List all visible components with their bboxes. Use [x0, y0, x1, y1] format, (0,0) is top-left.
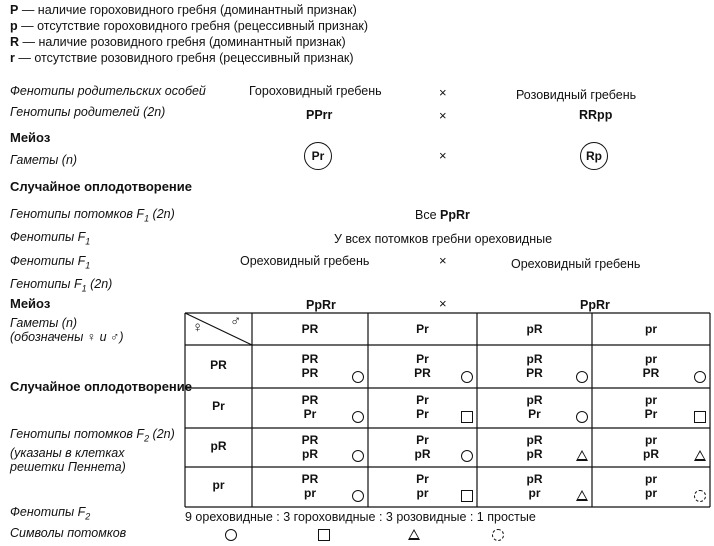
cross-symbol: ×: [439, 85, 447, 100]
f1-phenotype-right: Ореховидный гребень: [511, 257, 641, 271]
punnett-cell-genotype: Pr pr: [416, 472, 429, 500]
gametes-label-2: Гаметы (n) (обозначены ♀ и ♂): [10, 316, 124, 344]
punnett-cell-genotype: PR pR: [301, 432, 319, 461]
parent-phenotype-right: Розовидный гребень: [516, 88, 637, 102]
meiosis-heading: Мейоз: [10, 130, 51, 145]
punnett-cell-genotype: pr pR: [643, 432, 659, 461]
punnett-cell-genotype: pR Pr: [526, 393, 543, 421]
parent-genotype-right: RRpp: [579, 108, 613, 122]
phenotype-symbol-circle: [352, 490, 364, 502]
legend-item-r: r — отсутствие розовидного гребня (рецессивный признак): [10, 51, 354, 65]
phenotype-symbol-dotted: [694, 490, 706, 502]
parent-genotype-label: Генотипы родителей (2n): [10, 105, 166, 119]
f1-genotype-value: Все PpRr: [415, 208, 470, 222]
legend-item-R: R — наличие розовидного гребня (доминантный признак): [10, 35, 346, 49]
f1-phenotype-left: Ореховидный гребень: [240, 254, 370, 268]
cross-symbol: ×: [439, 108, 447, 123]
parent-phenotype-label: Фенотипы родительских особей: [10, 84, 206, 98]
phenotype-symbol-circle: [461, 450, 473, 462]
punnett-row-header: PR: [210, 357, 227, 372]
punnett-cell-genotype: pR PR: [526, 351, 543, 380]
offspring-symbols-label: Символы потомков: [10, 526, 127, 540]
f1-phenotype-label-2: Фенотипы $F_1$: [10, 254, 91, 271]
f2-phenotype-label: Фенотипы $F_2$: [10, 505, 91, 522]
phenotype-symbol-dotted: [492, 529, 504, 541]
punnett-col-header: Pr: [416, 322, 429, 336]
male-symbol: ♂: [230, 313, 242, 330]
gamete-circle-right: Rp: [580, 142, 608, 170]
f1-parent-genotype-left: PpRr: [306, 298, 336, 312]
parent-genotype-left: PPrr: [306, 108, 333, 122]
cross-symbol: ×: [439, 148, 447, 163]
phenotype-symbol-triangle: [576, 490, 588, 501]
fertilization-heading: Случайное оплодотворение: [10, 179, 192, 194]
phenotype-symbol-circle: [576, 371, 588, 383]
parent-phenotype-left: Гороховидный гребень: [249, 84, 382, 98]
phenotype-symbol-triangle: [694, 450, 706, 461]
punnett-cell-genotype: Pr PR: [414, 351, 431, 380]
punnett-col-header: pr: [645, 322, 657, 336]
punnett-cell-genotype: PR Pr: [301, 393, 319, 421]
phenotype-symbol-square: [694, 411, 706, 423]
phenotype-symbol-triangle: [408, 529, 420, 540]
cross-symbol: ×: [439, 253, 447, 268]
punnett-cell-genotype: Pr pR: [414, 432, 431, 461]
punnett-cell-genotype: PR PR: [301, 351, 319, 380]
punnett-row-header: pR: [210, 438, 227, 453]
punnett-cell-genotype: PR pr: [301, 472, 319, 500]
f1-phenotype-value: У всех потомков гребни ореховидные: [334, 232, 553, 246]
f2-phenotype-ratio: 9 ореховидные : 3 гороховидные : 3 розовидные : 1 простые: [185, 510, 536, 524]
phenotype-symbol-circle: [352, 450, 364, 462]
punnett-cell-genotype: pr PR: [642, 351, 660, 380]
punnett-cell-genotype: pR pR: [526, 432, 543, 461]
gamete-circle-left: Pr: [304, 142, 332, 170]
phenotype-symbol-square: [461, 411, 473, 423]
legend-item-P: P — наличие гороховидного гребня (доминантный признак): [10, 3, 357, 17]
punnett-cell-genotype: pr pr: [645, 472, 657, 500]
phenotype-symbol-circle: [576, 411, 588, 423]
meiosis-heading-2: Мейоз: [10, 296, 51, 311]
punnett-row-header: Pr: [212, 399, 225, 413]
punnett-col-header: pR: [526, 322, 543, 336]
gametes-label: Гаметы (n): [10, 153, 78, 167]
f1-genotype-label: Генотипы потомков $F_1$ (2n): [10, 207, 175, 224]
punnett-cell-genotype: pR pr: [526, 472, 543, 500]
phenotype-symbol-triangle: [576, 450, 588, 461]
punnett-col-header: PR: [301, 322, 319, 336]
punnett-cell-genotype: pr Pr: [644, 393, 658, 421]
phenotype-symbol-square: [318, 529, 330, 541]
punnett-cell-genotype: Pr Pr: [416, 393, 429, 421]
female-symbol: ♀: [192, 319, 204, 336]
f1-parent-genotype-right: PpRr: [580, 298, 610, 312]
phenotype-symbol-circle: [461, 371, 473, 383]
phenotype-symbol-circle: [694, 371, 706, 383]
legend-item-p: p — отсутствие гороховидного гребня (рецессивный признак): [10, 19, 369, 33]
f2-genotype-label: Генотипы потомков $F_2$ (2n) (указаны в клетках решетки Пеннета): [10, 427, 175, 474]
phenotype-symbol-circle: [225, 529, 237, 541]
phenotype-symbol-circle: [352, 411, 364, 423]
phenotype-symbol-circle: [352, 371, 364, 383]
punnett-row-header: pr: [212, 478, 225, 492]
cross-symbol: ×: [439, 296, 447, 311]
f1-phenotype-label: Фенотипы $F_1$: [10, 230, 91, 247]
phenotype-symbol-square: [461, 490, 473, 502]
f1-genotype-label-2: Генотипы $F_1$ (2n): [10, 277, 113, 294]
fertilization-heading-2: Случайное оплодотворение: [10, 379, 192, 394]
